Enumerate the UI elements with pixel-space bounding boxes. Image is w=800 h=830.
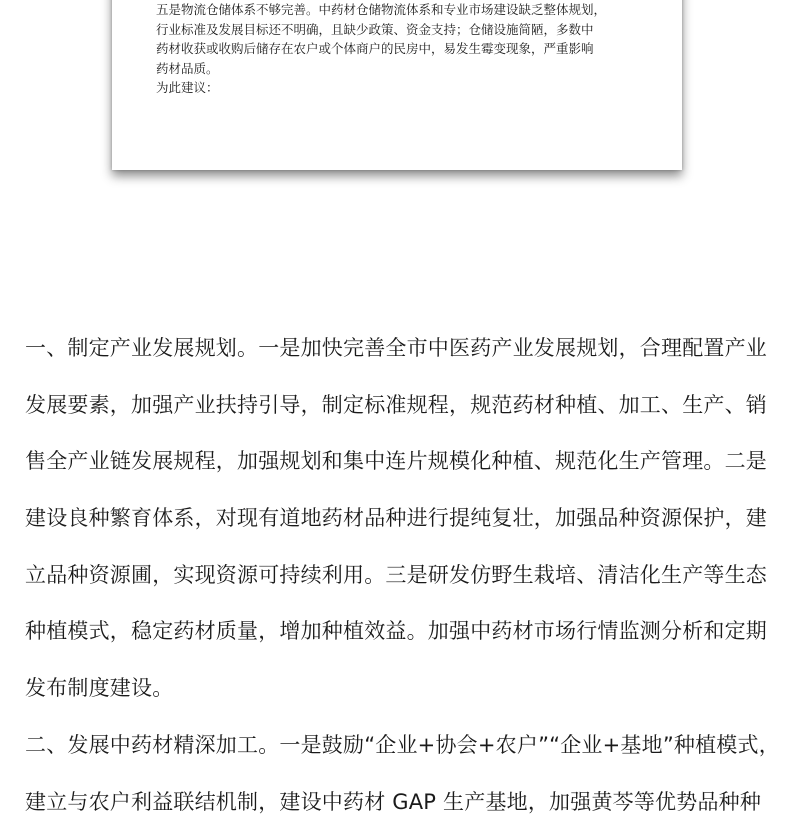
embedded-document-card [112,0,682,170]
paragraph-line: 一、制定产业发展规划。一是加快完善全市中医药产业发展规划，合理配置产业 [25,320,785,377]
paragraph-line: 种植模式，稳定药材质量，增加种植效益。加强中药材市场行情监测分析和定期 [25,603,785,660]
doc-line: 行业标准及发展目标还不明确，且缺少政策、资金支持；仓储设施简陋，多数中 [156,20,656,40]
paragraph-line: 发展要素，加强产业扶持引导，制定标准规程，规范药材种植、加工、生产、销 [25,377,785,434]
doc-line: 为此建议： [156,78,656,98]
doc-line: 五是物流仓储体系不够完善。中药材仓储物流体系和专业市场建设缺乏整体规划， [156,0,656,20]
document-card-text [156,0,656,98]
main-body-text [25,320,785,830]
paragraph-line: 建设良种繁育体系，对现有道地药材品种进行提纯复壮，加强品种资源保护，建 [25,490,785,547]
paragraph-line: 发布制度建设。 [25,660,785,717]
paragraph-line: 二、发展中药材精深加工。一是鼓励“企业+协会+农户”“企业+基地”种植模式， [25,717,785,774]
paragraph-line: 售全产业链发展规程，加强规划和集中连片规模化种植、规范化生产管理。二是 [25,433,785,490]
paragraph-line: 立品种资源圃，实现资源可持续利用。三是研发仿野生栽培、清洁化生产等生态 [25,547,785,604]
doc-line: 药材品质。 [156,59,656,79]
paragraph-line: 建立与农户利益联结机制，建设中药材 GAP 生产基地，加强黄芩等优势品种种 [25,774,785,830]
doc-line: 药材收获或收购后储存在农户或个体商户的民房中，易发生霉变现象，严重影响 [156,39,656,59]
